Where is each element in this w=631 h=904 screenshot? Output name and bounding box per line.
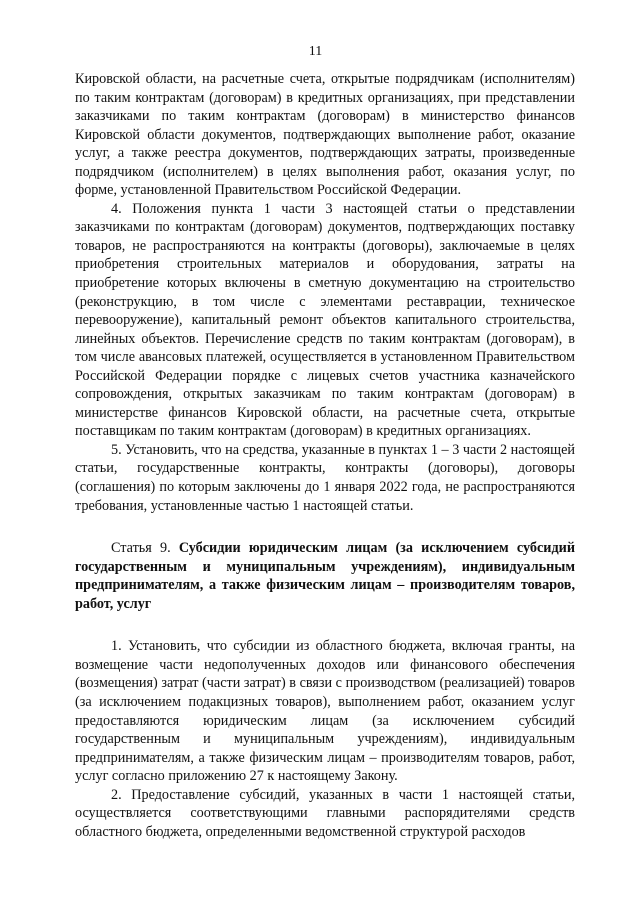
article-paragraph-1: 1. Установить, что субсидии из областного бюджета, включая гранты, на возмещение части недополученных доходов или финансового обеспечения (возмещения) затрат (части затрат) в связи с производством (реализацией) товаров (за исключением подакцизных товаров), выполнением работ, оказанием услуг предоставляются юридическим лицам (за исключением субсидий государственным и муниципальным учреждениям), индивидуальным предпринимателям, а также физическим лицам – производителям товаров, работ, услуг согласно приложению 27 к настоящему Закону. <box>75 638 575 785</box>
paragraph-item-4: 4. Положения пункта 1 части 3 настоящей статьи о представлении заказчиками по контрактам (договорам) документов, подтверждающих поставку товаров, не распространяются на контракты (договоры), заключаемые в целях приобретения строительных материалов и оборудования, затраты на приобретение которых включены в сметную документацию на строительство (реконструкцию, в том числе с элементами реставрации, техническое перевооружение), капитальный ремонт объектов капитального строительства, линейных объектов. Перечисление средств по таким контрактам (договорам), в том числе авансовых платежей, осуществляется в установленном Правительством Российской Федерации порядке с лицевых счетов участника казначейского сопровождения, открытых заказчикам по таким контрактам (договорам) в министерстве финансов Кировской области, на расчетные счета, открытые поставщикам по таким контрактам (договорам) в кредитных организациях. <box>75 200 575 440</box>
article-title: Субсидии юридическим лицам (за исключением субсидий государственным и муниципальным учреждениям), индивидуальным предпринимателям, а также физическим лицам – производителям товаров, работ, услуг <box>75 540 575 612</box>
page-number: 11 <box>308 44 323 59</box>
paragraph-continuation: Кировской области, на расчетные счета, открытые подрядчикам (исполнителям) по таким контрактам (договорам) в кредитных организациях, при представлении заказчиками по таким контрактам (договорам) в министерство финансов Кировской области документов, подтверждающих выполнение работ, оказание услуг, а также реестра документов, подтверждающих затраты, произведенные подрядчиком (исполнителем) в целях выполнения работ, оказания услуг, по форме, установленной Правительством Российской Федерации. <box>75 71 575 199</box>
paragraph-item-5: 5. Установить, что на средства, указанные в пунктах 1 – 3 части 2 настоящей статьи, государственные контракты, контракты (договоры), договоры (соглашения) по которым заключены до 1 января 2022 года, не распространяются требования, установленные частью 1 настоящей статьи. <box>75 441 575 514</box>
article-heading <box>75 539 575 613</box>
article-prefix: Статья 9. <box>111 540 179 557</box>
document-body <box>75 70 575 841</box>
article-paragraph-2: 2. Предоставление субсидий, указанных в части 1 настоящей статьи, осуществляется соответствующими главными распорядителями средств областного бюджета, определенными ведомственной структурой расходов <box>75 786 575 840</box>
